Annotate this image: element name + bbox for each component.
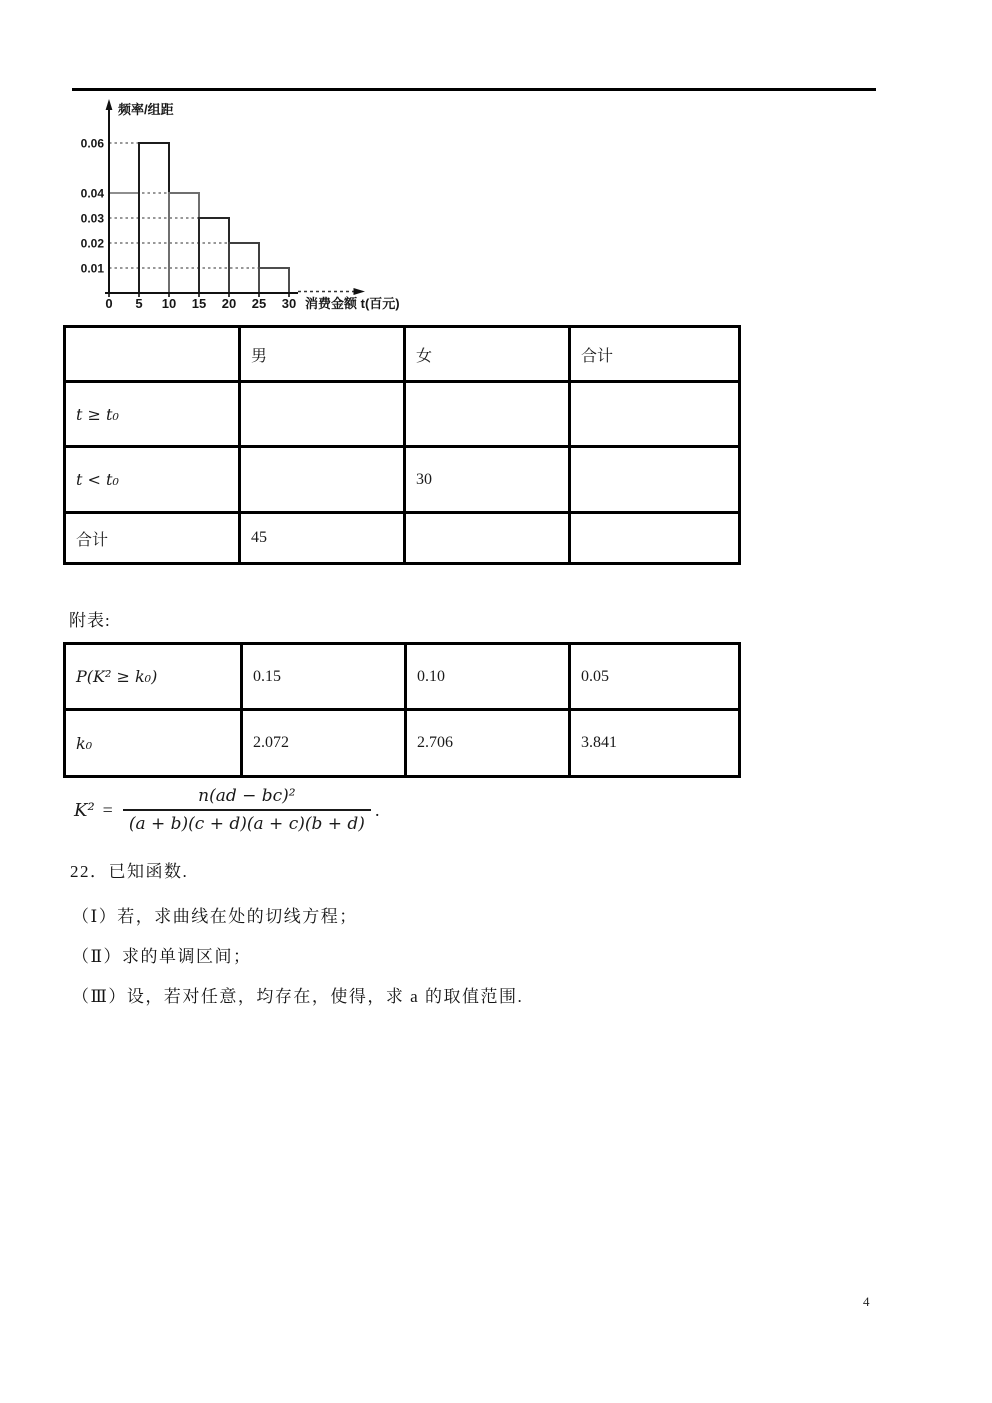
page-number: 4 (863, 1294, 870, 1309)
row-label-t-ge-t0: t ≥ t₀ (65, 382, 240, 447)
table-row (65, 327, 740, 382)
contingency-table (63, 325, 741, 565)
appendix-label: 附表: (69, 611, 111, 630)
cell-ge-total (570, 382, 740, 447)
svg-text:5: 5 (135, 296, 143, 311)
cell-ge-male (240, 382, 405, 447)
formula-denominator: (a + b)(c + d)(a + c)(b + d) (123, 809, 371, 834)
question-22-part1: （Ⅰ）若，求曲线在处的切线方程； (72, 907, 358, 926)
cell-total-male: 45 (240, 513, 405, 564)
cell-lt-total (570, 447, 740, 513)
contingency-header-total: 合计 (570, 327, 740, 382)
contingency-header-blank (65, 327, 240, 382)
appendix-k0-3841: 3.841 (570, 710, 740, 777)
svg-text:10: 10 (161, 296, 177, 311)
k-squared-formula (74, 786, 379, 834)
svg-text:频率/组距: 频率/组距 (118, 102, 174, 117)
table-row (65, 710, 740, 777)
cell-total-female (405, 513, 570, 564)
cell-lt-male (240, 447, 405, 513)
svg-text:0.01: 0.01 (80, 261, 104, 276)
svg-text:25: 25 (251, 296, 267, 311)
table-row (65, 513, 740, 564)
svg-text:0.02: 0.02 (80, 236, 104, 251)
appendix-k0-2072: 2.072 (242, 710, 406, 777)
table-row (65, 644, 740, 710)
table-row (65, 382, 740, 447)
appendix-p-015: 0.15 (242, 644, 406, 710)
question-22-part3: （Ⅲ）设，若对任意，均存在，使得，求 a 的取值范围. (72, 987, 524, 1006)
svg-text:30: 30 (281, 296, 297, 311)
formula-fraction (123, 786, 371, 834)
svg-text:消费金额 t(百元): 消费金额 t(百元) (305, 296, 400, 311)
appendix-k0-2706: 2.706 (406, 710, 570, 777)
cell-total-total (570, 513, 740, 564)
svg-text:0: 0 (105, 296, 113, 311)
contingency-header-female: 女 (405, 327, 570, 382)
formula-numerator: n(ad − bc)² (198, 786, 296, 806)
appendix-p-005: 0.05 (570, 644, 740, 710)
cell-lt-female: 30 (405, 447, 570, 513)
svg-text:0.04: 0.04 (80, 186, 104, 201)
histogram-svg (62, 96, 492, 320)
header-rule (72, 88, 876, 91)
formula-equals: = (102, 799, 113, 820)
formula-period: . (374, 799, 380, 820)
appendix-table (63, 642, 741, 778)
svg-text:0.03: 0.03 (80, 211, 104, 226)
appendix-p-010: 0.10 (406, 644, 570, 710)
question-22-intro: 22．已知函数. (70, 862, 189, 881)
row-label-total: 合计 (65, 513, 240, 564)
appendix-label-p-k2: P(K² ≥ k₀) (65, 644, 242, 710)
question-22-part2: （Ⅱ）求的单调区间； (72, 947, 252, 966)
cell-ge-female (405, 382, 570, 447)
formula-lhs: K² (74, 799, 95, 821)
table-row (65, 447, 740, 513)
svg-text:20: 20 (221, 296, 237, 311)
svg-text:0.06: 0.06 (80, 136, 104, 151)
svg-text:15: 15 (191, 296, 207, 311)
contingency-header-male: 男 (240, 327, 405, 382)
appendix-label-k0: k₀ (65, 710, 242, 777)
row-label-t-lt-t0: t < t₀ (65, 447, 240, 513)
frequency-histogram (62, 96, 492, 320)
